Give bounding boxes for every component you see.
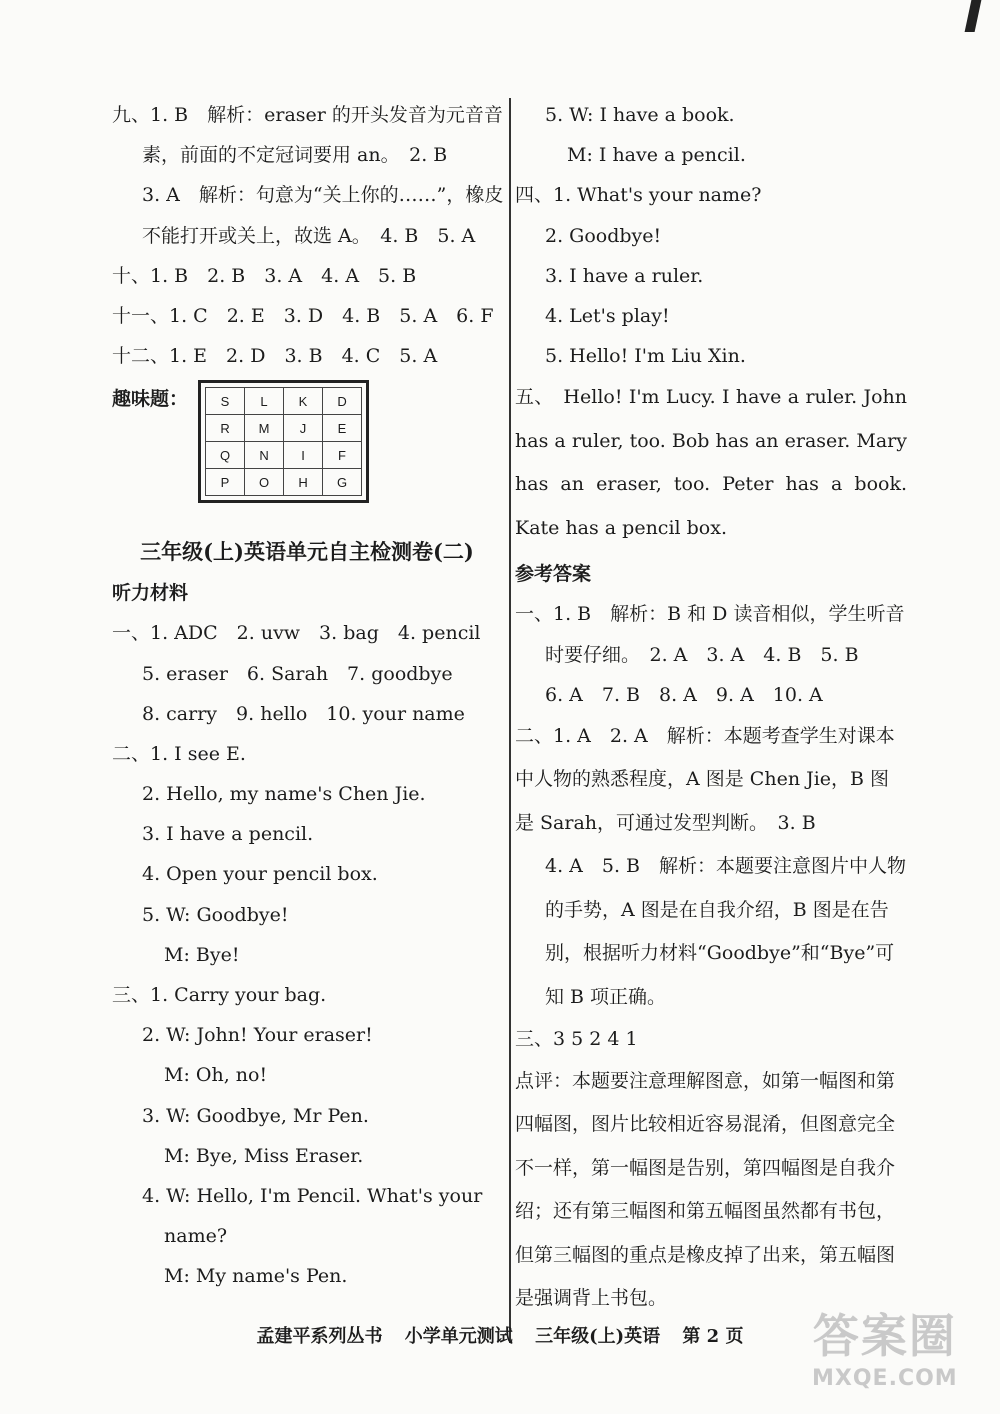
answer-line: 十、1. B 2. B 3. A 4. A 5. B — [112, 264, 417, 287]
answer-line: 素，前面的不定冠词要用 an。 2. B — [142, 144, 448, 167]
listening-line: 2. Hello, my name's Chen Jie. — [142, 783, 426, 806]
answer-line: 九、1. B 解析：eraser 的开头发音为元音音 — [112, 104, 503, 126]
listening-line: M: Bye! — [164, 943, 240, 966]
comment-paragraph: 点评：本题要注意理解图意，如第一幅图和第四幅图，图片比较相近容易混淆，但图意完全不一样，第一幅图是告别，第四幅图是自我介绍；还有第三幅图和第五幅图虽然都有书包，但第三幅图的重点是橡皮掉了出来，第五幅图是强调背上书包。 — [515, 1069, 896, 1310]
listening-line: 3. W: Goodbye, Mr Pen. — [142, 1104, 369, 1127]
grid-cell: F — [323, 442, 362, 469]
listening-line: 4. Open your pencil box. — [142, 863, 378, 886]
answer-line: 3. A 解析：句意为“关上你的……”，橡皮 — [142, 184, 504, 207]
listening-line: 二、1. I see E. — [112, 742, 246, 765]
listening-line: 4. W: Hello, I'm Pencil. What's your — [142, 1184, 483, 1207]
page-corner-mark — [965, 0, 982, 32]
puzzle-block — [112, 380, 502, 503]
listening-line: 2. W: John! Your eraser! — [142, 1024, 373, 1047]
listening-line: 2. Goodbye! — [545, 224, 662, 247]
column-divider — [509, 98, 511, 1343]
footer-grade: 三年级(上)英语 — [535, 1326, 661, 1347]
listening-line: 3. I have a pencil. — [142, 823, 314, 846]
grid-cell: O — [245, 469, 284, 496]
answer-line: 一、1. B 解析：B 和 D 读音相似，学生听音 — [515, 603, 905, 626]
grid-cell: Q — [206, 442, 245, 469]
footer-series: 孟建平系列丛书 — [256, 1326, 383, 1347]
watermark — [812, 1300, 958, 1391]
listening-line: 四、1. What's your name? — [515, 184, 762, 207]
grid-cell: K — [284, 388, 323, 415]
answer-line: 三、3 5 2 4 1 — [515, 1028, 638, 1051]
listening-line: 8. carry 9. hello 10. your name — [142, 702, 465, 725]
answer-line: 不能打开或关上，故选 A。 4. B 5. A — [142, 224, 476, 247]
right-column — [515, 95, 907, 1321]
grid-cell: P — [206, 469, 245, 496]
listening-line: M: I have a pencil. — [567, 144, 746, 167]
answer-paragraph: 二、1. A 2. A 解析：本题考查学生对课本中人物的熟悉程度，A 图是 Chen Jie，B 图是 Sarah，可通过发型判断。 3. B — [515, 724, 895, 834]
grid-cell: S — [206, 388, 245, 415]
grid-cell: H — [284, 469, 323, 496]
listening-line: M: Bye, Miss Eraser. — [164, 1144, 364, 1167]
grid-cell: D — [323, 388, 362, 415]
listening-line: 5. W: I have a book. — [545, 104, 735, 126]
watermark-text: 答案圈 — [812, 1309, 957, 1363]
grid-cell: N — [245, 442, 284, 469]
listening-line: 4. Let's play! — [545, 304, 670, 327]
footer-book: 小学单元测试 — [404, 1326, 513, 1347]
listening-line: 3. I have a ruler. — [545, 264, 704, 287]
grid-cell: M — [245, 415, 284, 442]
listening-line: name? — [164, 1225, 228, 1248]
grid-cell: L — [245, 388, 284, 415]
answer-line: 十二、1. E 2. D 3. B 4. C 5. A — [112, 345, 438, 368]
unit-title: 三年级(上)英语单元自主检测卷(二) — [140, 539, 474, 565]
answer-line: 时要仔细。 2. A 3. A 4. B 5. B — [545, 643, 859, 666]
puzzle-label: 趣味题： — [112, 388, 189, 411]
listening-line: 三、1. Carry your bag. — [112, 984, 327, 1006]
left-column — [112, 95, 502, 1297]
answer-line: 6. A 7. B 8. A 9. A 10. A — [545, 683, 823, 706]
letter-grid — [198, 380, 369, 503]
grid-cell: J — [284, 415, 323, 442]
listening-line: M: My name's Pen. — [164, 1265, 348, 1288]
grid-cell: G — [323, 469, 362, 496]
grid-cell: I — [284, 442, 323, 469]
listening-line: 一、1. ADC 2. uvw 3. bag 4. pencil — [112, 622, 481, 645]
listening-line: 5. Hello! I'm Liu Xin. — [545, 345, 746, 368]
footer-page: 第 2 页 — [682, 1326, 744, 1347]
answers-heading: 参考答案 — [515, 563, 592, 586]
passage: 五、 Hello! I'm Lucy. I have a ruler. John has a ruler, too. Bob has an eraser. Mary has an eraser, too. Peter has a book. Kate has a pencil box. — [515, 386, 907, 539]
grid-cell: R — [206, 415, 245, 442]
grid-cell: E — [323, 415, 362, 442]
answer-paragraph: 4. A 5. B 解析：本题要注意图片中人物的手势，A 图是在自我介绍，B 图是在告别，根据听力材料“Goodbye”和“Bye”可知 B 项正确。 — [545, 855, 907, 1008]
watermark-url: MXQE.COM — [812, 1366, 958, 1391]
listening-line: M: Oh, no! — [164, 1064, 268, 1087]
section-heading: 听力材料 — [112, 582, 189, 605]
answer-line: 十一、1. C 2. E 3. D 4. B 5. A 6. F — [112, 304, 494, 327]
listening-line: 5. eraser 6. Sarah 7. goodbye — [142, 662, 453, 685]
listening-line: 5. W: Goodbye! — [142, 903, 289, 926]
